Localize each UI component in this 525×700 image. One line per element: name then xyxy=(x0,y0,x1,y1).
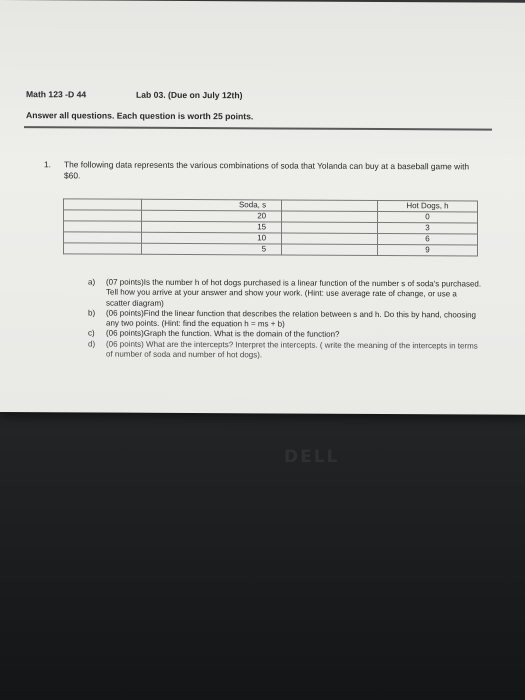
dell-logo: DELL xyxy=(284,447,340,467)
table-header-cell xyxy=(64,199,142,210)
part-label: a) xyxy=(88,277,96,287)
table-cell xyxy=(282,233,378,245)
table-cell xyxy=(64,243,142,254)
question-parts xyxy=(88,277,483,361)
part-label: d) xyxy=(88,339,96,349)
table-cell xyxy=(282,211,378,223)
table-cell-soda: 5 xyxy=(141,243,281,255)
data-table xyxy=(63,198,478,256)
divider xyxy=(24,126,492,130)
question-text: The following data represents the various combinations of soda that Yolanda can buy at a baseball game with $60. xyxy=(64,159,470,181)
header-line xyxy=(26,89,243,101)
table-cell xyxy=(64,210,142,221)
question-part-d xyxy=(88,339,483,362)
table-cell-soda: 15 xyxy=(141,221,281,233)
question-part-b xyxy=(88,308,483,331)
part-text: (06 points) What are the intercepts? Interpret the intercepts. ( write the meaning of the intercepts in terms of number of soda and number of hot dogs). xyxy=(106,339,478,360)
table-cell xyxy=(282,222,378,234)
table-cell-hotdogs: 3 xyxy=(378,222,478,234)
table-header-hotdogs: Hot Dogs, h xyxy=(378,200,478,212)
part-label: b) xyxy=(88,308,96,318)
question-part-a xyxy=(88,277,483,310)
table-cell xyxy=(282,244,378,256)
course-title: Math 123 -D 44 xyxy=(26,89,87,100)
table-cell xyxy=(64,221,142,232)
question-number: 1. xyxy=(44,159,51,170)
table-cell-hotdogs: 9 xyxy=(378,244,478,256)
table-cell-soda: 20 xyxy=(141,210,281,222)
part-text: (06 points)Graph the function. What is the domain of the function? xyxy=(106,329,340,340)
lab-title: Lab 03. (Due on July 12th) xyxy=(136,89,243,101)
part-text: (07 points)Is the number h of hot dogs purchased is a linear function of the number s of soda's purchased. Tell how you arrive at your answer and show your work. (Hint: use average rate of change, or use a scatter diagram) xyxy=(106,277,482,308)
part-label: c) xyxy=(88,328,95,338)
table-cell xyxy=(64,232,142,243)
table-cell-soda: 10 xyxy=(141,232,281,244)
table-header-cell xyxy=(282,200,378,212)
table-header-soda: Soda, s xyxy=(141,199,281,211)
part-text: (06 points)Find the linear function that describes the relation between s and h. Do this by hand, choosing any two points. (Hint: find the equation h = ms + b) xyxy=(106,308,477,329)
laptop-body xyxy=(0,406,525,700)
table-cell-hotdogs: 0 xyxy=(378,211,478,223)
instructions: Answer all questions. Each question is worth 25 points. xyxy=(26,110,254,122)
table-cell-hotdogs: 6 xyxy=(378,233,478,245)
table-row xyxy=(64,243,478,256)
